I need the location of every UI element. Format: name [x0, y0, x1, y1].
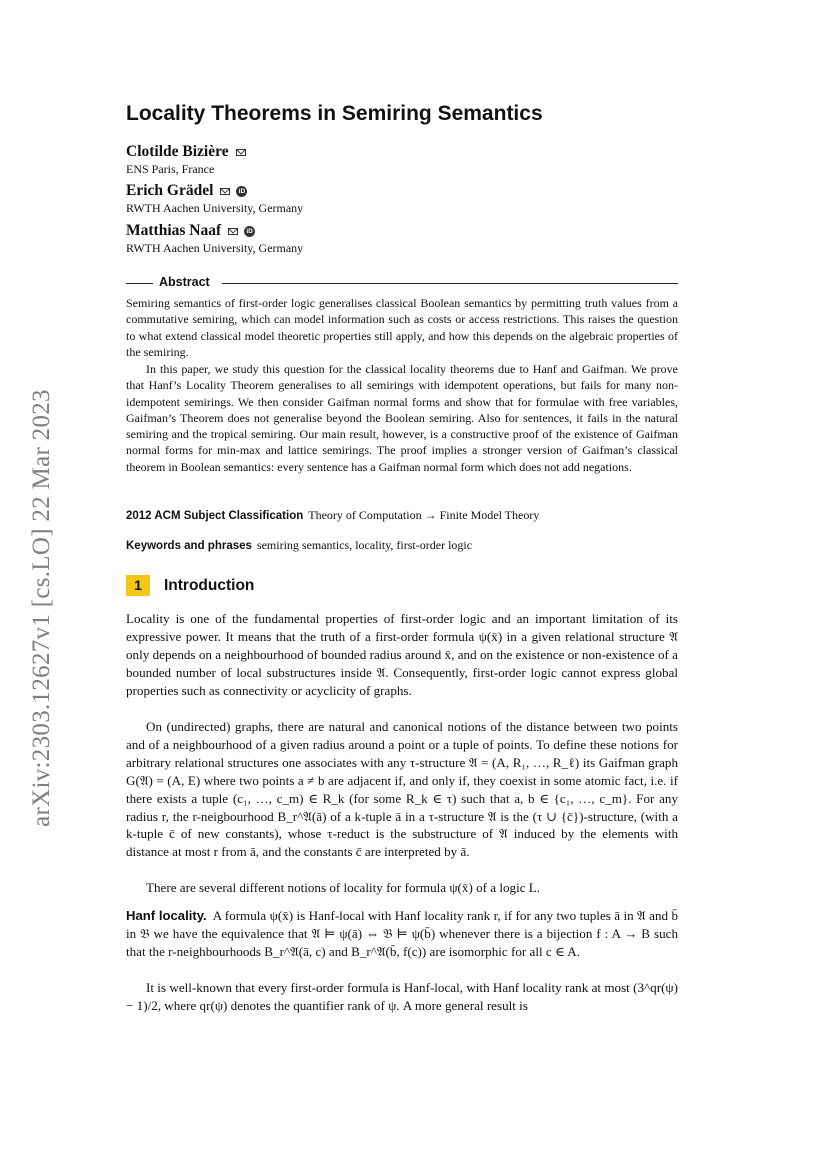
author-name: Erich Grädel — [126, 182, 214, 200]
author-affiliation: ENS Paris, France — [126, 162, 215, 177]
section-title: Introduction — [164, 576, 255, 594]
body-paragraph-2: On (undirected) graphs, there are natural and canonical notions of the distance between two points and of a neighbourhood of a given radius around a point or a tuple of points. To define these notions for arbitrary relational structures one associates with any τ-structure 𝔄 = (A, R₁, …, R_ℓ) its Gaifman graph G(𝔄) = (A, E) where two points a ≠ b are adjacent if, and only if, they coexist in some atomic fact, i.e. if there exists a tuple (c₁, …, c_m) ∈ R_k (for some R_k ∈ τ) such that a, b ∈ {c₁, …, c_m}. For any radius r, the r-neigbourhood B_r^𝔄(ā) of a k-tuple ā in a τ-structure 𝔄 is the (τ ∪ {c̄})-structure, (with a k-tuple c̄ of new constants), whose τ-reduct is the substructure of 𝔄 induced by the elements with distance at most r from ā, and the constants c̄ are interpreted by ā. — [126, 719, 678, 860]
hanf-text: A formula ψ(x̄) is Hanf-local with Hanf locality rank r, if for any two tuples ā in 𝔄 and b̄ in 𝔅 we have the equivalence that 𝔄 ⊨ ψ(ā) ⇔ 𝔅 ⊨ ψ(b̄) whenever there is a bijection f : A → B such that the r-neighbourhoods B_r^𝔄(ā, c) and B_r^𝔄(b̄, f(c)) are isomorphic for all c ∈ A. — [126, 908, 678, 959]
hanf-label: Hanf locality. — [126, 908, 207, 923]
hanf-paragraph — [126, 907, 678, 961]
keywords-label: Keywords and phrases — [126, 540, 252, 552]
keywords — [126, 538, 472, 553]
body-paragraph-1: Locality is one of the fundamental properties of first-order logic and an important limitation of its expressive power. It means that the truth of a first-order formula ψ(x̄) in a given relational structure 𝔄 only depends on a neighbourhood of bounded radius around x̄, and on the existence or non-existence of a bounded number of local substructures inside 𝔄. Consequently, first-order logic cannot express global properties such as connectivity or acyclicity of graphs. — [126, 611, 678, 698]
mail-icon[interactable] — [236, 149, 246, 156]
body-paragraph-5: It is well-known that every first-order formula is Hanf-local, with Hanf locality rank at most (3^qr(ψ) − 1)/2, where qr(ψ) denotes the quantifier rank of ψ. A more general result is — [126, 980, 678, 1013]
mail-icon[interactable] — [228, 228, 238, 235]
orcid-icon[interactable]: iD — [244, 226, 255, 237]
author-1 — [126, 143, 246, 177]
arxiv-identifier: arXiv:2303.12627v1 [cs.LO] 22 Mar 2023 — [28, 389, 55, 827]
orcid-icon[interactable]: iD — [236, 186, 247, 197]
body-paragraph-3: There are several different notions of locality for formula ψ(x̄) of a logic L. — [146, 880, 541, 895]
author-name: Clotilde Bizière — [126, 143, 229, 161]
rule-left — [126, 283, 153, 284]
rule-right — [222, 283, 678, 284]
acm-value: Theory of Computation → Finite Model Theory — [308, 508, 540, 522]
abstract-paragraph-1: Semiring semantics of first-order logic generalises classical Boolean semantics by permitting truth values from a commutative semiring, which can model information such as costs or access restrictions. This raises the question to what extend classical model theoretic properties still apply, and how this depends on the algebraic properties of the semiring. — [126, 296, 678, 359]
section-heading — [126, 575, 254, 596]
abstract-label: Abstract — [159, 275, 210, 289]
abstract-heading — [126, 275, 678, 291]
acm-classification — [126, 508, 539, 523]
mail-icon[interactable] — [220, 188, 230, 195]
author-3 — [126, 222, 303, 256]
abstract-paragraph-2: In this paper, we study this question for the classical locality theorems due to Hanf and Gaifman. We prove that Hanf’s Locality Theorem generalises to all semirings with idempotent operations, but fails for many non-idempotent semirings. We then consider Gaifman normal forms and show that for formulae with free variables, Gaifman’s Theorem does not generalise beyond the Boolean semiring. Also for sentences, it fails in the natural semiring and the tropical semiring. Our main result, however, is a constructive proof of the existence of Gaifman normal forms for min-max and lattice semirings. The proof implies a stronger version of Gaifman’s classical theorem in Boolean semantics: every sentence has a Gaifman normal form which does not add negations. — [126, 362, 678, 474]
author-affiliation: RWTH Aachen University, Germany — [126, 241, 304, 256]
author-affiliation: RWTH Aachen University, Germany — [126, 201, 304, 216]
section-number: 1 — [126, 575, 150, 596]
arxiv-sidebar — [22, 348, 62, 868]
keywords-value: semiring semantics, locality, first-order logic — [256, 538, 473, 552]
paper-title: Locality Theorems in Semiring Semantics — [126, 102, 543, 125]
acm-label: 2012 ACM Subject Classification — [126, 510, 304, 522]
author-name: Matthias Naaf — [126, 222, 222, 240]
author-2 — [126, 182, 303, 216]
